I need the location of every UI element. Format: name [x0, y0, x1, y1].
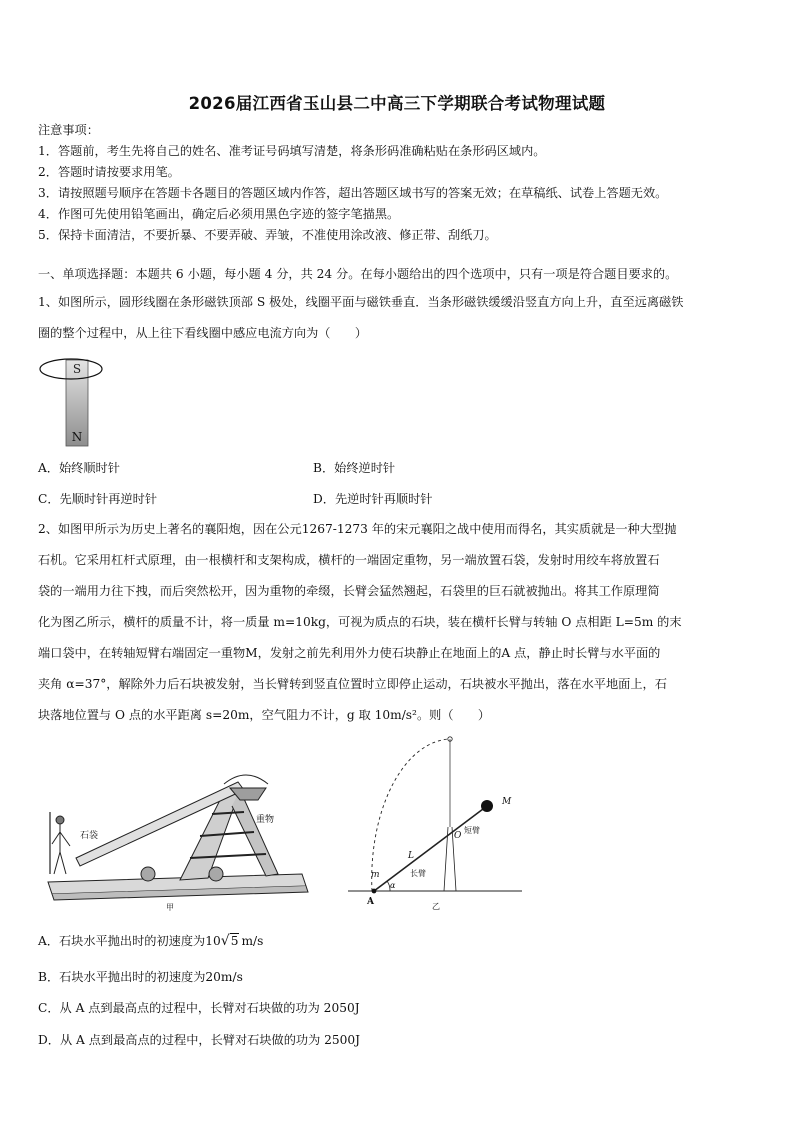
- question-2-text: 袋的一端用力往下拽，而后突然松开，因为重物的牵缀，长臂会猛然翘起，石袋里的巨石就被抛出。将其工作原理简: [38, 584, 660, 598]
- stone-bag-label: 石袋: [80, 831, 99, 841]
- question-2-text: 2、如图甲所示为历史上著名的襄阳炮，因在公元1267-1273 年的宋元襄阳之战中使用而得名，其实质就是一种大型抛: [38, 522, 677, 536]
- option-d: D．先逆时针再顺时针: [313, 492, 433, 506]
- question-2-text: 石机。它采用杠杆式原理，由一根横杆和支架构成，横杆的一端固定重物，另一端放置石袋，发射时用绞车将放置石: [38, 553, 660, 567]
- notice-item: 5．保持卡面清洁，不要折暴、不要弄破、弄皱，不准使用涂改液、修正带、刮纸刀。: [38, 228, 497, 242]
- page-title: 2026届江西省玉山县二中高三下学期联合考试物理试题: [188, 94, 606, 113]
- schematic-diagram: [340, 728, 530, 914]
- notice-item: 3．请按照题号顺序在答题卡各题目的答题区域内作答，超出答题区域书写的答案无效；在草稿纸、试卷上答题无效。: [38, 186, 668, 200]
- label-A: A: [367, 897, 374, 907]
- figure-jia-caption: 甲: [166, 903, 174, 912]
- label-m: m: [371, 870, 380, 880]
- weight-label: 重物: [256, 815, 275, 825]
- option-d: D．从 A 点到最高点的过程中，长臂对石块做的功为 2500J: [38, 1033, 361, 1047]
- question-1-text: 圈的整个过程中，从上往下看线圈中感应电流方向为（ ）: [38, 326, 368, 340]
- option-a-number: 10: [205, 934, 221, 948]
- magnet-figure: [36, 354, 106, 450]
- point-a-dot: [372, 889, 377, 894]
- option-c: C．先顺时针再逆时针: [38, 492, 158, 506]
- question-1-text: 1、如图所示，圆形线圈在条形磁铁顶部 S 极处，线圈平面与磁铁垂直．当条形磁铁缓缓沿竖直方向上升，直至远离磁铁: [38, 295, 684, 309]
- option-a: [38, 932, 263, 949]
- label-M: M: [502, 797, 512, 807]
- question-2-text: 块落地位置与 O 点的水平距离 s=20m，空气阻力不计，g 取 10m/s²。则（ ）: [38, 708, 491, 722]
- question-2-text: 端口袋中，在转轴短臂右端固定一重物M，发射之前先利用外力使石块静止在地面上的A 点，静止时长臂与水平面的: [38, 646, 661, 660]
- notice-item: 1．答题前，考生先将自己的姓名、准考证号码填写清楚，将条形码准确粘贴在条形码区域内。: [38, 144, 546, 158]
- label-alpha: α: [390, 881, 396, 890]
- label-O: O: [454, 831, 462, 841]
- option-a: A．始终顺时针: [38, 461, 120, 475]
- counterweight-ball: [481, 800, 493, 812]
- figure-yi-caption: 乙: [432, 902, 440, 911]
- long-arm-label: 长臂: [410, 869, 426, 878]
- option-a-unit: m/s: [241, 934, 264, 948]
- notice-item: 2．答题时请按要求用笔。: [38, 165, 180, 179]
- short-arm-label: 短臂: [464, 826, 480, 835]
- magnet-s-label: S: [72, 362, 82, 376]
- notice-item: 4．作图可先使用铅笔画出，确定后必须用黑色字迹的签字笔描黑。: [38, 207, 400, 221]
- trebuchet-illustration: [40, 762, 315, 914]
- sqrt-radicand: 5: [230, 934, 239, 948]
- question-2-text: 夹角 α=37°，解除外力后石块被发射，当长臂转到竖直位置时立即停止运动，石块被水平抛出，落在水平地面上，石: [38, 677, 667, 691]
- option-c: C．从 A 点到最高点的过程中，长臂对石块做的功为 2050J: [38, 1001, 360, 1015]
- label-L: L: [408, 851, 414, 861]
- magnet-n-label: N: [71, 430, 83, 444]
- notice-heading: 注意事项：: [38, 123, 99, 137]
- question-2-text: 化为图乙所示，横杆的质量不计，将一质量 m=10kg，可视为质点的石块，装在横杆长臂与转轴 O 点相距 L=5m 的末: [38, 615, 682, 629]
- option-b: B．始终逆时针: [313, 461, 396, 475]
- option-a-text: A．石块水平抛出时的初速度为: [38, 934, 206, 948]
- section-heading: 一、单项选择题：本题共 6 小题，每小题 4 分，共 24 分。在每小题给出的四个选项中，只有一项是符合题目要求的。: [38, 267, 678, 281]
- sqrt-symbol: √: [220, 933, 230, 949]
- option-b: B．石块水平抛出时的初速度为20m/s: [38, 970, 243, 984]
